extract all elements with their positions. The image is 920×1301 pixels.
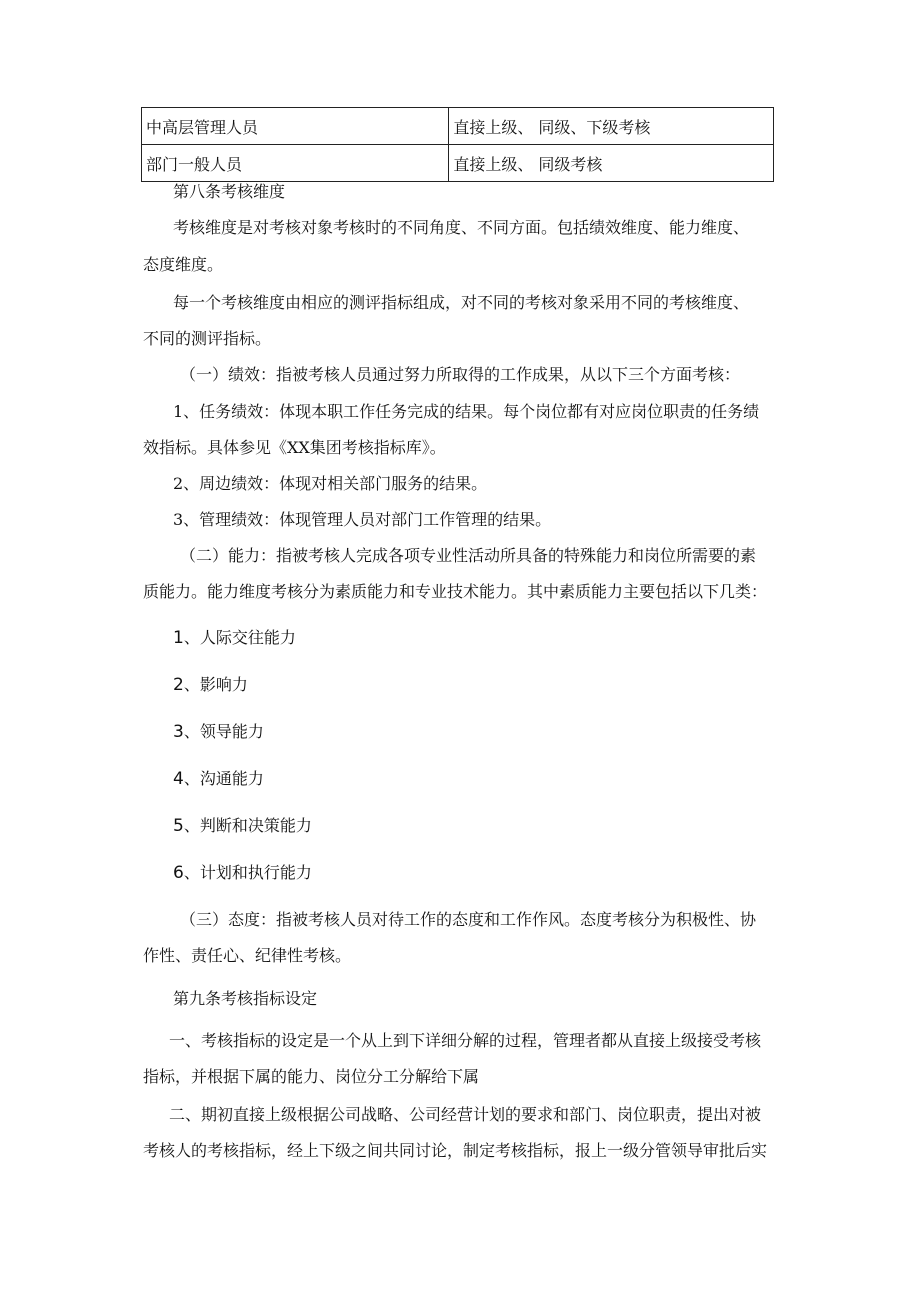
ability-list-item xyxy=(173,675,248,695)
dimension-composition-line: 不同的测评指标。 xyxy=(143,329,272,348)
indicator-process-line: 二、期初直接上级根据公司战略、公司经营计划的要求和部门、岗位职责，提出对被 xyxy=(169,1105,762,1124)
table-cell-role: 中高层管理人员 xyxy=(142,108,449,145)
ability-label: 、领导能力 xyxy=(183,722,264,741)
ability-number: 4 xyxy=(173,769,184,789)
article-9-heading: 第九条考核指标设定 xyxy=(173,989,318,1008)
ability-list-item xyxy=(173,769,264,789)
ability-label: 、沟通能力 xyxy=(183,769,264,788)
table-cell-method: 直接上级、 同级、下级考核 xyxy=(449,108,774,145)
article-8-heading: 第八条考核维度 xyxy=(173,182,286,201)
ability-number: 1 xyxy=(173,628,184,648)
ability-number: 6 xyxy=(173,863,184,883)
indicator-process-line: 考核人的考核指标，经上下级之间共同讨论，制定考核指标，报上一级分管领导审批后实 xyxy=(143,1141,768,1160)
dimension-composition-line: 每一个考核维度由相应的测评指标组成，对不同的考核对象采用不同的考核维度、 xyxy=(173,293,750,312)
ability-label: 、人际交往能力 xyxy=(183,628,296,647)
table-row xyxy=(142,108,774,145)
ability-number: 2 xyxy=(173,675,184,695)
ability-list-item xyxy=(173,816,312,836)
ability-list-item xyxy=(173,722,264,742)
ability-label: 、影响力 xyxy=(183,675,248,694)
table-cell-method: 直接上级、 同级考核 xyxy=(449,145,774,182)
table-cell-role: 部门一般人员 xyxy=(142,145,449,182)
ability-label: 、计划和执行能力 xyxy=(183,863,312,882)
management-performance: 3、管理绩效：体现管理人员对部门工作管理的结果。 xyxy=(173,510,552,529)
dimension-definition-line: 考核维度是对考核对象考核时的不同角度、不同方面。包括绩效维度、能力维度、 xyxy=(173,218,750,237)
task-performance-line: 1、任务绩效：体现本职工作任务完成的结果。每个岗位都有对应岗位职责的任务绩 xyxy=(173,402,760,421)
attitude-intro-line: （三）态度：指被考核人员对待工作的态度和工作作风。态度考核分为积极性、协 xyxy=(180,910,757,929)
task-performance-line: 效指标。具体参见《XX集团考核指标库》。 xyxy=(143,438,446,457)
indicator-setting-line: 指标，并根据下属的能力、岗位分工分解给下属 xyxy=(143,1067,480,1086)
table-row xyxy=(142,145,774,182)
evaluation-method-table xyxy=(141,107,774,182)
ability-intro-line: （二）能力：指被考核人完成各项专业性活动所具备的特殊能力和岗位所需要的素 xyxy=(180,546,757,565)
ability-number: 5 xyxy=(173,816,184,836)
dimension-definition-line: 态度维度。 xyxy=(143,255,224,274)
performance-intro: （一）绩效：指被考核人员通过努力所取得的工作成果，从以下三个方面考核： xyxy=(180,365,741,384)
ability-label: 、判断和决策能力 xyxy=(183,816,312,835)
ability-intro-line: 质能力。能力维度考核分为素质能力和专业技术能力。其中素质能力主要包括以下几类： xyxy=(143,582,768,601)
peripheral-performance: 2、周边绩效：体现对相关部门服务的结果。 xyxy=(173,474,488,493)
indicator-setting-line: 一、考核指标的设定是一个从上到下详细分解的过程，管理者都从直接上级接受考核 xyxy=(169,1031,762,1050)
ability-list-item xyxy=(173,628,296,648)
ability-list-item xyxy=(173,863,312,883)
ability-number: 3 xyxy=(173,722,184,742)
attitude-intro-line: 作性、责任心、纪律性考核。 xyxy=(143,946,352,965)
